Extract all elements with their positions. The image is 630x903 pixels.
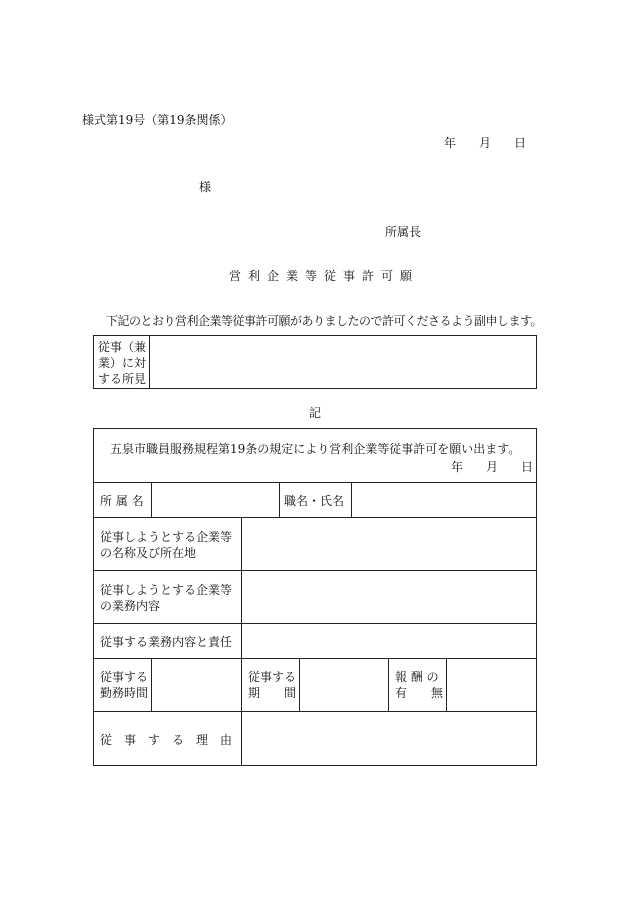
addressee-suffix: 様 xyxy=(199,180,212,194)
opinion-field[interactable] xyxy=(149,336,537,388)
company-name-label: 従事しようとする企業等 の名称及び所在地 xyxy=(100,530,233,560)
position-name-label-cell xyxy=(279,483,351,517)
duties-field[interactable] xyxy=(241,624,536,658)
date-month: 月 xyxy=(479,136,492,150)
reason-label: 従 事 す る 理 由 xyxy=(100,733,233,747)
opinion-box xyxy=(93,335,537,389)
application-date-month: 月 xyxy=(486,460,499,474)
application-statement: 五泉市職員服務規程第19条の規定により営利企業等従事許可を願い出ます。 xyxy=(110,442,521,456)
intro-text: 下記のとおり営利企業等従事許可願がありましたので許可くださるよう副申します。 xyxy=(106,314,543,328)
opinion-label: 従事（兼 業）に対 する所見 xyxy=(98,340,147,386)
position-name-field[interactable] xyxy=(351,483,536,517)
application-date-year: 年 xyxy=(451,460,464,474)
department-field[interactable] xyxy=(151,483,279,517)
reward-field[interactable] xyxy=(446,659,536,711)
duties-label: 従事する業務内容と責任 xyxy=(100,635,233,649)
superior-label: 所属長 xyxy=(385,225,422,239)
reward-label: 報 酬 の 有 無 xyxy=(395,670,444,700)
department-label: 所 属 名 xyxy=(100,494,144,508)
business-field[interactable] xyxy=(241,571,536,623)
company-name-field[interactable] xyxy=(241,518,536,570)
ki-label: 記 xyxy=(309,406,322,420)
period-label: 従事する 期 間 xyxy=(248,670,297,700)
hours-field[interactable] xyxy=(151,659,241,711)
business-label: 従事しようとする企業等 の業務内容 xyxy=(100,583,233,613)
application-date-day: 日 xyxy=(521,460,534,474)
period-field[interactable] xyxy=(299,659,388,711)
hours-label: 従事する 勤務時間 xyxy=(100,670,149,700)
position-name-label: 職名・氏名 xyxy=(284,494,345,508)
date-day: 日 xyxy=(514,136,527,150)
document-title: 営利企業等従事許可願 xyxy=(229,269,420,283)
period-label-cell xyxy=(241,659,299,711)
reason-field[interactable] xyxy=(241,712,536,765)
date-year: 年 xyxy=(444,136,457,150)
application-table xyxy=(93,428,537,766)
form-number: 様式第19号（第19条関係） xyxy=(82,113,233,127)
reward-label-cell xyxy=(388,659,446,711)
